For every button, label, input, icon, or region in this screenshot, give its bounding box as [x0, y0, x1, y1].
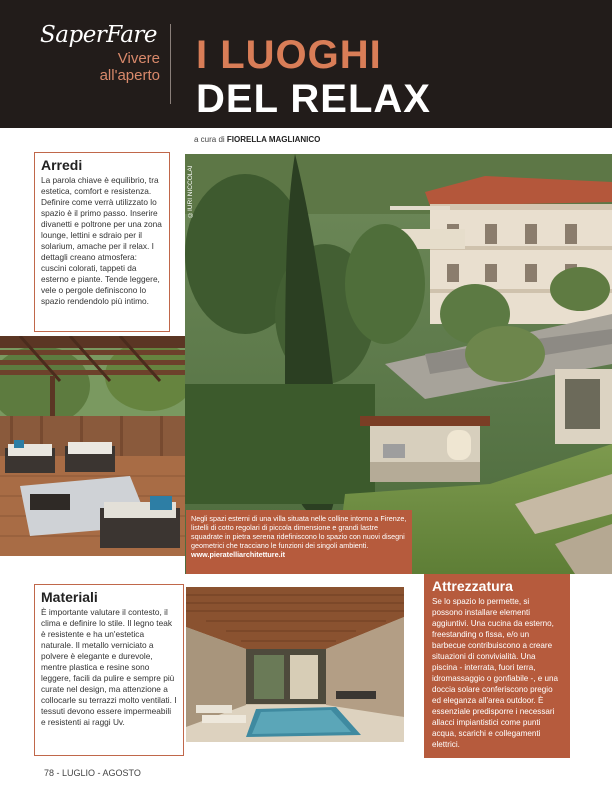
- credit-author: FIORELLA MAGLIANICO: [226, 135, 321, 144]
- arredi-box: [34, 152, 170, 332]
- section-brand: [40, 22, 160, 84]
- page-footer: 78 - LUGLIO - AGOSTO: [44, 768, 141, 778]
- materiali-text: È importante valutare il contesto, il clima e definire lo stile. Il legno teak è resistente e ha un'estetica naturale. Il metallo verniciato a polvere è elegante e durevole, mentre plastica e resine sono leggere, facili da pulire e sempre più curate nel design, ma attenzione a collocarle su terrazzi molto ventilati. I tessuti devono essere impermeabili e resistenti ai raggi Uv.: [41, 607, 177, 727]
- attrezzatura-title: Attrezzatura: [432, 578, 513, 594]
- article-title-line2: DEL RELAX: [196, 77, 431, 121]
- materiali-title: Materiali: [41, 589, 98, 605]
- caption-url[interactable]: www.pieratelliarchitetture.it: [191, 550, 285, 559]
- caption-text: Negli spazi esterni di una villa situata nelle colline intorno a Firenze, listelli di cotto regolari di piccola dimensione e grandi lastre squadrate in pietra serena ridefiniscono lo spazio con nuovi disegni geometrici che tracciano le funzioni dei singoli ambienti.: [191, 514, 407, 550]
- photo-caption: [186, 510, 412, 574]
- credit-prefix: a cura di: [194, 135, 225, 144]
- indoor-pool-photo: [186, 587, 404, 742]
- article-title-line1: I LUOGHI: [196, 33, 382, 77]
- brand-name: SaperFare: [40, 22, 158, 48]
- materiali-box: [34, 584, 184, 756]
- attrezzatura-box: [424, 574, 570, 758]
- pergola-lounge-photo: [0, 336, 185, 556]
- photo-credit: ©IURI NICCOLAI: [187, 165, 194, 218]
- magazine-header: [0, 0, 612, 128]
- brand-subtitle-line1: Vivere: [117, 50, 160, 67]
- header-divider: [170, 24, 171, 104]
- brand-subtitle: [40, 50, 160, 84]
- brand-subtitle-line2: all'aperto: [99, 67, 160, 84]
- author-credit: [194, 135, 320, 144]
- attrezzatura-text: Se lo spazio lo permette, si possono installare elementi aggiuntivi. Una cucina da esterno, freestanding o fissa, e/o un barbecue contribuiscono a creare situazioni di convivialità. Una piscina - interrata, fuori terra, idromassaggio o gonfiabile -, e una doccia solare conferiscono pregio ed eleganza all'area outdoor. È essenziale predisporre i necessari allacci impiantistici come punti acqua, scarichi e collegamenti elettrici.: [432, 597, 558, 749]
- arredi-text: La parola chiave è equilibrio, tra estetica, comfort e resistenza. Definire come verrà utilizzato lo spazio è il primo passo. Inserire divanetti e poltrone per una zona lounge, lettini e sdraio per il solarium, amache per il relax. I dettagli creano atmosfera: cuscini colorati, tappeti da esterno e piante. Tende leggere, vele o pergole definiscono lo spazio rendendolo più intimo.: [41, 175, 162, 306]
- arredi-title: Arredi: [41, 157, 83, 173]
